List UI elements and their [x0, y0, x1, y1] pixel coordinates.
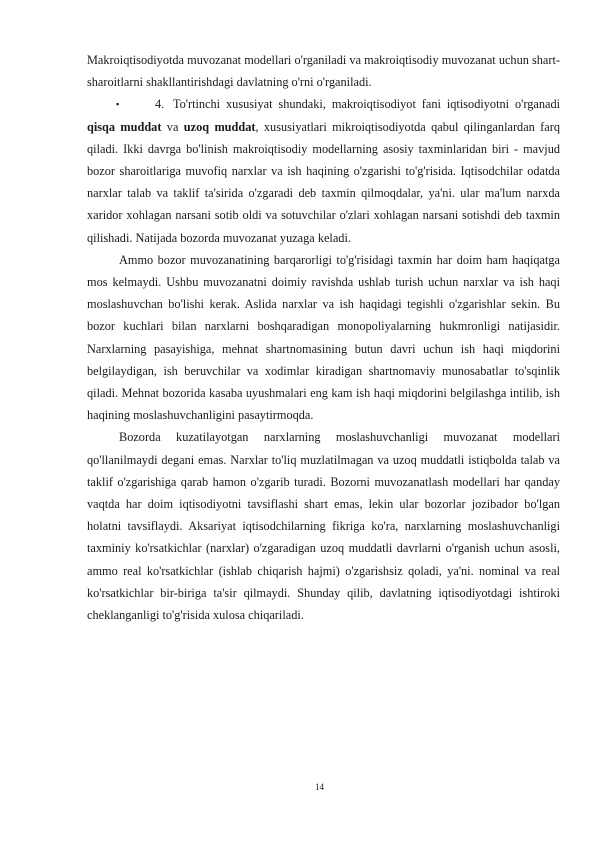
list-number: 4. — [155, 97, 165, 112]
paragraph-2-text-b: va — [161, 119, 184, 134]
term-short-run: qisqa muddat — [87, 119, 162, 134]
document-page — [87, 49, 560, 626]
term-long-run: uzoq muddat — [183, 119, 256, 134]
paragraph-2-text-c: , xususiyatlari mikroiqtisodiyotda qabul qilinganlardan farq qiladi. Ikki davrga bo'linish makroiqtisodiy modellarning asosiy taxminlaridan biri - mavjud bozor sharoitlariga muvofiq narxlar va ish haqining o'zgarishi to'g'risida. Iqtisodchilar odatda narxlar talab va taklif ta'sirida o'zgaradi deb taxmin qilmoqdalar, ya'ni. ular ma'lum narxda xaridor xohlagan narsani sotib oldi va sotuvchilar o'zlari xohlagan narsani sotishdi deb taxmin qilishadi. Natijada bozorda muvozanat yuzaga keladi. — [87, 119, 560, 245]
paragraph-2-text-a: To'rtinchi xususiyat shundaki, makroiqtisodiyot fani iqtisodiyotni o'rganadi — [172, 97, 561, 112]
paragraph-3: Ammo bozor muvozanatining barqarorligi to'g'risidagi taxmin har doim ham haqiqatga mos kelmaydi. Ushbu muvozanatni doimiy ravishda ushlab turish uchun narxlar va ish haqi moslashuvchan bo'lishi kerak. Aslida narxlar va ish haqidagi tegishli o'zgarishlar sekin. Bu bozor kuchlari bilan narxlarni boshqaradigan monopoliyalarning hukmronligi natijasidir. Narxlarning pasayishiga, mehnat shartnomasining butun davri uchun ish haqi miqdorini belgilaydigan, ish beruvchilar va xodimlar kiradigan shartnomaviy munosabatlar to'sqinlik qiladi. Mehnat bozorida kasaba uyushmalari eng kam ish haqi miqdorini belgilashga intilib, ish haqining moslashuvchanligini pasaytirmoqda. — [87, 252, 560, 423]
paragraph-4: Bozorda kuzatilayotgan narxlarning moslashuvchanligi muvozanat modellari qo'llanilmaydi degani emas. Narxlar to'liq muzlatilmagan va uzoq muddatli istiqbolda talab va taklif o'zgarishiga qarab hamon o'zgarib turadi. Bozorni muvozanatlash modellari har qanday vaqtda har doim iqtisodiyotni tavsiflashi shart emas, lekin ular bozorlar jozibador bo'lgan holatni tavsiflaydi. Aksariyat iqtisodchilarning fikriga ko'ra, narxlarning moslashuvchanligi taxminiy ko'rsatkichlar (narxlar) o'zgaradigan uzoq muddatli davrlarni o'rganish uchun asosli, ammo real ko'rsatkichlar (ishlab chiqarish hajmi) o'zgarishsiz qoladi, ya'ni. nominal va real ko'rsatkichlar bir-biriga ta'sir qilmaydi. Shunday qilib, davlatning iqtisodiyotdagi ishtiroki cheklanganligi to'g'risida xulosa chiqariladi. — [87, 430, 560, 623]
bullet-icon: ▪ — [116, 99, 120, 110]
page-number: 14 — [315, 782, 324, 792]
paragraph-1: Makroiqtisodiyotda muvozanat modellari o'rganiladi va makroiqtisodiy muvozanat uchun shart-sharoitlarni shakllantirishdagi davlatning o'rni o'rganiladi. — [87, 53, 560, 90]
paragraph-2-bullet-item — [87, 93, 560, 248]
